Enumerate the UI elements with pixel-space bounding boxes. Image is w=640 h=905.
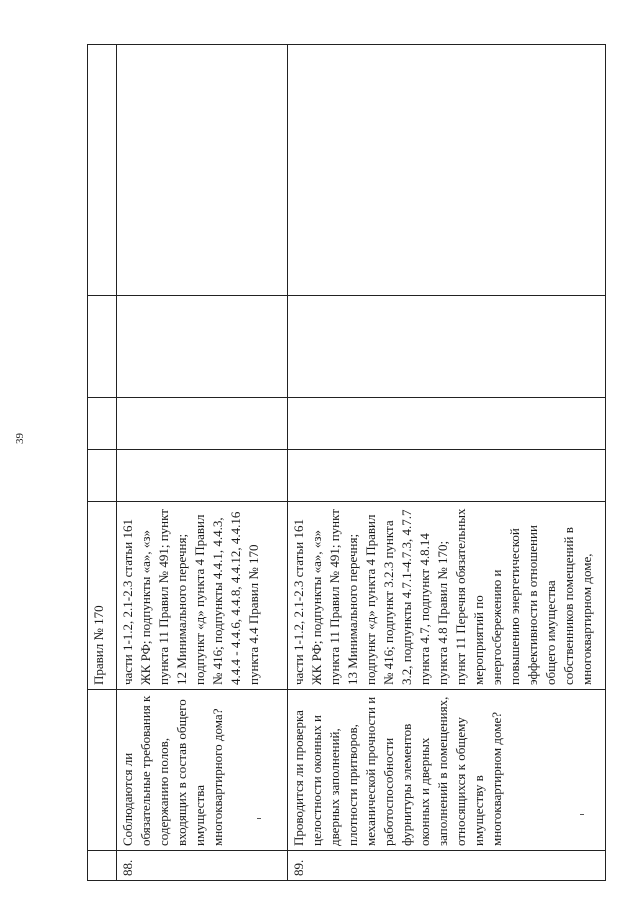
row-number: 88. <box>117 851 288 881</box>
question-cell: Проводится ли проверка целостности оконных и дверных заполнений, плотности притворов, механической прочности и работоспособности фурнитуры элементов оконных и дверных заполнений в помещениях, относящихся к общему имуществу в многоквартирном доме? <box>288 690 606 851</box>
header-empty-cell <box>88 296 117 398</box>
notes-cell <box>288 45 606 296</box>
header-question-cell <box>88 690 117 851</box>
page-number: 39 <box>14 433 26 444</box>
answer-cell <box>117 398 288 450</box>
requirements-cell: части 1-1.2, 2.1-2.3 статьи 161 ЖК РФ; подпункты «а», «з» пункта 11 Правил № 491; пункт 13 Минимального перечня; подпункт «д» пункта 4 Правил № 416; подпункт 3.2.3 пункта 3.2, подпункты 4.7.1-4.7.3, 4.7.7 пункта 4.7, подпункт 4.8.14 пункта 4.8 Правил № 170; пункт 11 Перечня обязательных мероприятий по энергосбережению и повышению энергетической эффективности в отношении общего имущества собственников помещений в многоквартирном доме, <box>288 502 606 690</box>
row-number: 89. <box>288 851 606 881</box>
answer-cell <box>288 398 606 450</box>
answer-cell <box>288 296 606 398</box>
scan-mark <box>257 818 261 819</box>
header-empty-cell <box>88 45 117 296</box>
table-row <box>117 45 288 881</box>
requirements-table <box>87 44 606 881</box>
answer-cell <box>288 450 606 502</box>
table-row <box>288 45 606 881</box>
header-empty-cell <box>88 450 117 502</box>
table-header-row <box>88 45 117 881</box>
requirements-cell: части 1-1.2, 2.1-2.3 статьи 161 ЖК РФ; подпункты «а», «з» пункта 11 Правил № 491; пункт 12 Минимального перечня; подпункт «д» пункта 4 Правил № 416; подпункты 4.4.1, 4.4.3, 4.4.4 - 4.4.6, 4.4.8, 4.4.12, 4.4.16 пункта 4.4 Правил № 170 <box>117 502 288 690</box>
header-requirements-cell: Правил № 170 <box>88 502 117 690</box>
question-cell: Соблюдаются ли обязательные требования к содержанию полов, входящих в состав общего имущества многоквартирного дома? <box>117 690 288 851</box>
answer-cell <box>117 450 288 502</box>
notes-cell <box>117 45 288 296</box>
answer-cell <box>117 296 288 398</box>
header-empty-cell <box>88 398 117 450</box>
scan-mark <box>580 814 584 815</box>
rotated-table-container <box>87 45 606 881</box>
header-num-cell <box>88 851 117 881</box>
